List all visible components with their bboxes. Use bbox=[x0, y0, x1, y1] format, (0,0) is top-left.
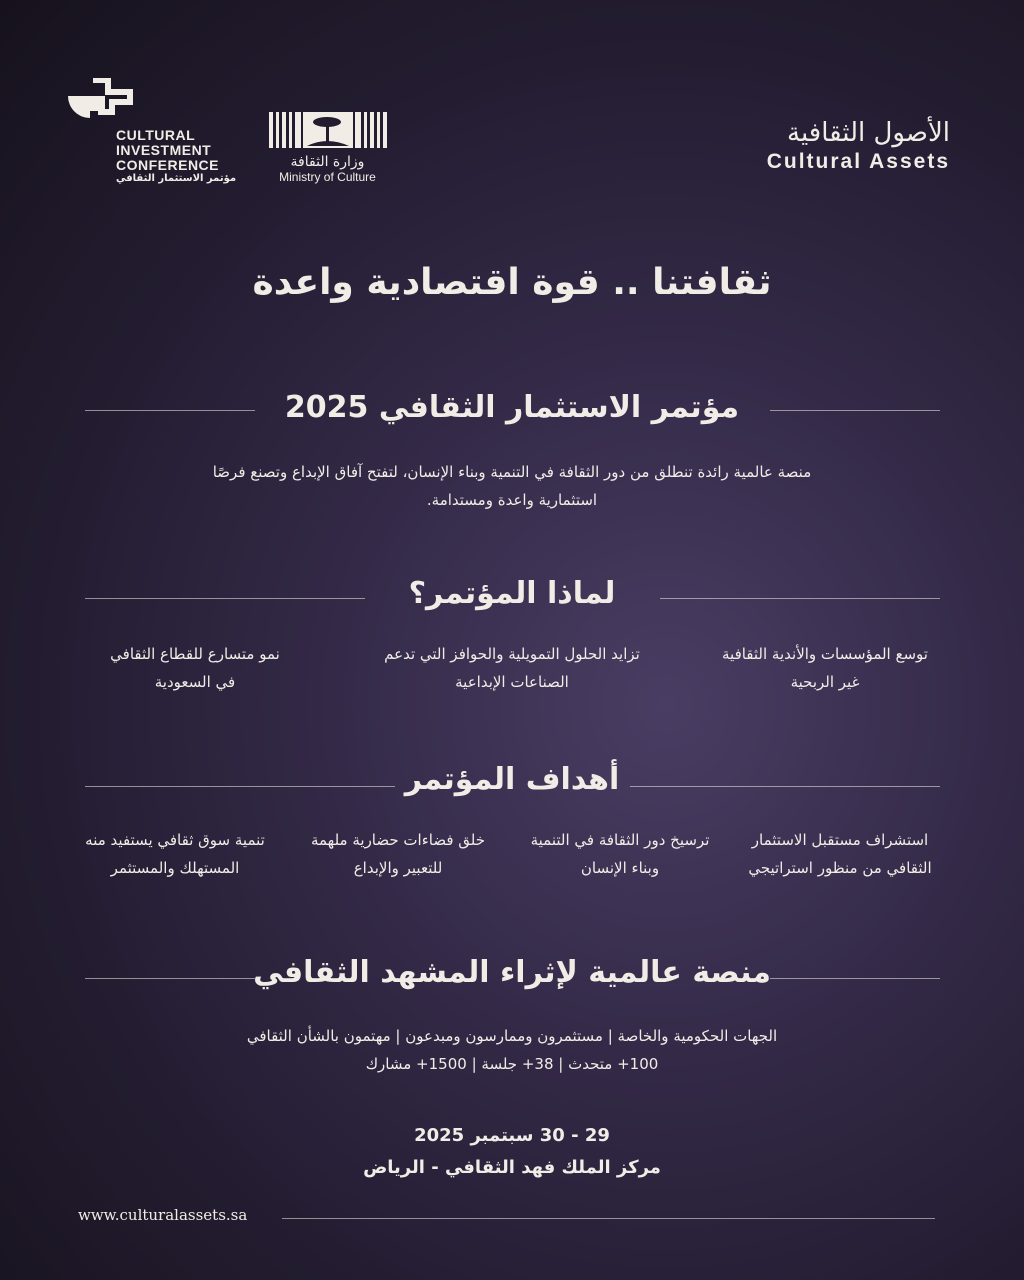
goal-item bbox=[65, 826, 285, 882]
cic-emblem-icon bbox=[68, 78, 138, 128]
why-item bbox=[372, 640, 652, 696]
palm-books-emblem-icon bbox=[267, 110, 389, 150]
goal-item-line: ترسيخ دور الثقافة في التنمية bbox=[530, 831, 710, 849]
footer-divider bbox=[282, 1218, 935, 1219]
why-title: لماذا المؤتمر؟ bbox=[408, 576, 616, 611]
cic-arabic: مؤتمر الاستثمار الثقافي bbox=[116, 173, 237, 184]
why-item-line: غير الربحية bbox=[790, 673, 860, 691]
goal-item-line: للتعبير والإبداع bbox=[353, 859, 443, 877]
why-item-line: الصناعات الإبداعية bbox=[455, 673, 569, 691]
goal-item-line: تنمية سوق ثقافي يستفيد منه bbox=[85, 831, 265, 849]
why-item bbox=[85, 640, 305, 696]
cultural-assets-english: Cultural Assets bbox=[766, 150, 950, 173]
why-item-line: تزايد الحلول التمويلية والحوافز التي تدعم bbox=[384, 645, 640, 663]
goal-item-line: وبناء الإنسان bbox=[580, 859, 660, 877]
tagline: ثقافتنا .. قوة اقتصادية واعدة bbox=[252, 262, 772, 303]
cic-line-2: INVESTMENT bbox=[116, 142, 212, 158]
event-date: 29 - 30 سبتمبر 2025 bbox=[414, 1125, 610, 1146]
stats: 100+ متحدث | 38+ جلسة | 1500+ مشارك bbox=[365, 1055, 659, 1073]
platform-info bbox=[0, 1022, 1024, 1078]
event-info bbox=[0, 1120, 1024, 1184]
why-item bbox=[705, 640, 945, 696]
cultural-assets-logo bbox=[767, 118, 950, 174]
why-item-line: نمو متسارع للقطاع الثقافي bbox=[110, 645, 280, 663]
goal-item bbox=[510, 826, 730, 882]
goal-item-line: الثقافي من منظور استراتيجي bbox=[748, 859, 932, 877]
website-link[interactable]: www.culturalassets.sa bbox=[78, 1206, 248, 1224]
conference-title: مؤتمر الاستثمار الثقافي 2025 bbox=[284, 390, 740, 425]
conference-description bbox=[0, 458, 1024, 514]
event-venue: مركز الملك فهد الثقافي - الرياض bbox=[363, 1157, 661, 1178]
desc-line-2: استثمارية واعدة ومستدامة. bbox=[426, 491, 598, 509]
cic-line-1: CULTURAL bbox=[116, 127, 196, 143]
goal-item-line: خلق فضاءات حضارية ملهمة bbox=[310, 831, 486, 849]
why-item-line: توسع المؤسسات والأندية الثقافية bbox=[722, 645, 928, 663]
goal-item bbox=[730, 826, 950, 882]
cic-line-3: CONFERENCE bbox=[116, 157, 220, 173]
desc-line-1: منصة عالمية رائدة تنطلق من دور الثقافة في التنمية وبناء الإنسان، لتفتح آفاق الإبداع وتصنع فرصًا bbox=[212, 463, 812, 481]
goals-title: أهداف المؤتمر bbox=[404, 762, 620, 797]
goal-item-line: المستهلك والمستثمر bbox=[110, 859, 240, 877]
moc-english: Ministry of Culture bbox=[279, 170, 376, 184]
cultural-investment-conference-logo bbox=[68, 78, 238, 184]
goal-item bbox=[288, 826, 508, 882]
cultural-assets-arabic: الأصول الثقافية bbox=[787, 118, 950, 148]
audience: الجهات الحكومية والخاصة | مستثمرون وممارسون ومبدعون | مهتمون بالشأن الثقافي bbox=[246, 1027, 778, 1045]
why-item-line: في السعودية bbox=[154, 673, 236, 691]
goal-item-line: استشراف مستقبل الاستثمار bbox=[751, 831, 929, 849]
ministry-of-culture-logo bbox=[265, 110, 390, 184]
platform-title: منصة عالمية لإثراء المشهد الثقافي bbox=[253, 955, 771, 990]
moc-arabic: وزارة الثقافة bbox=[290, 154, 365, 170]
